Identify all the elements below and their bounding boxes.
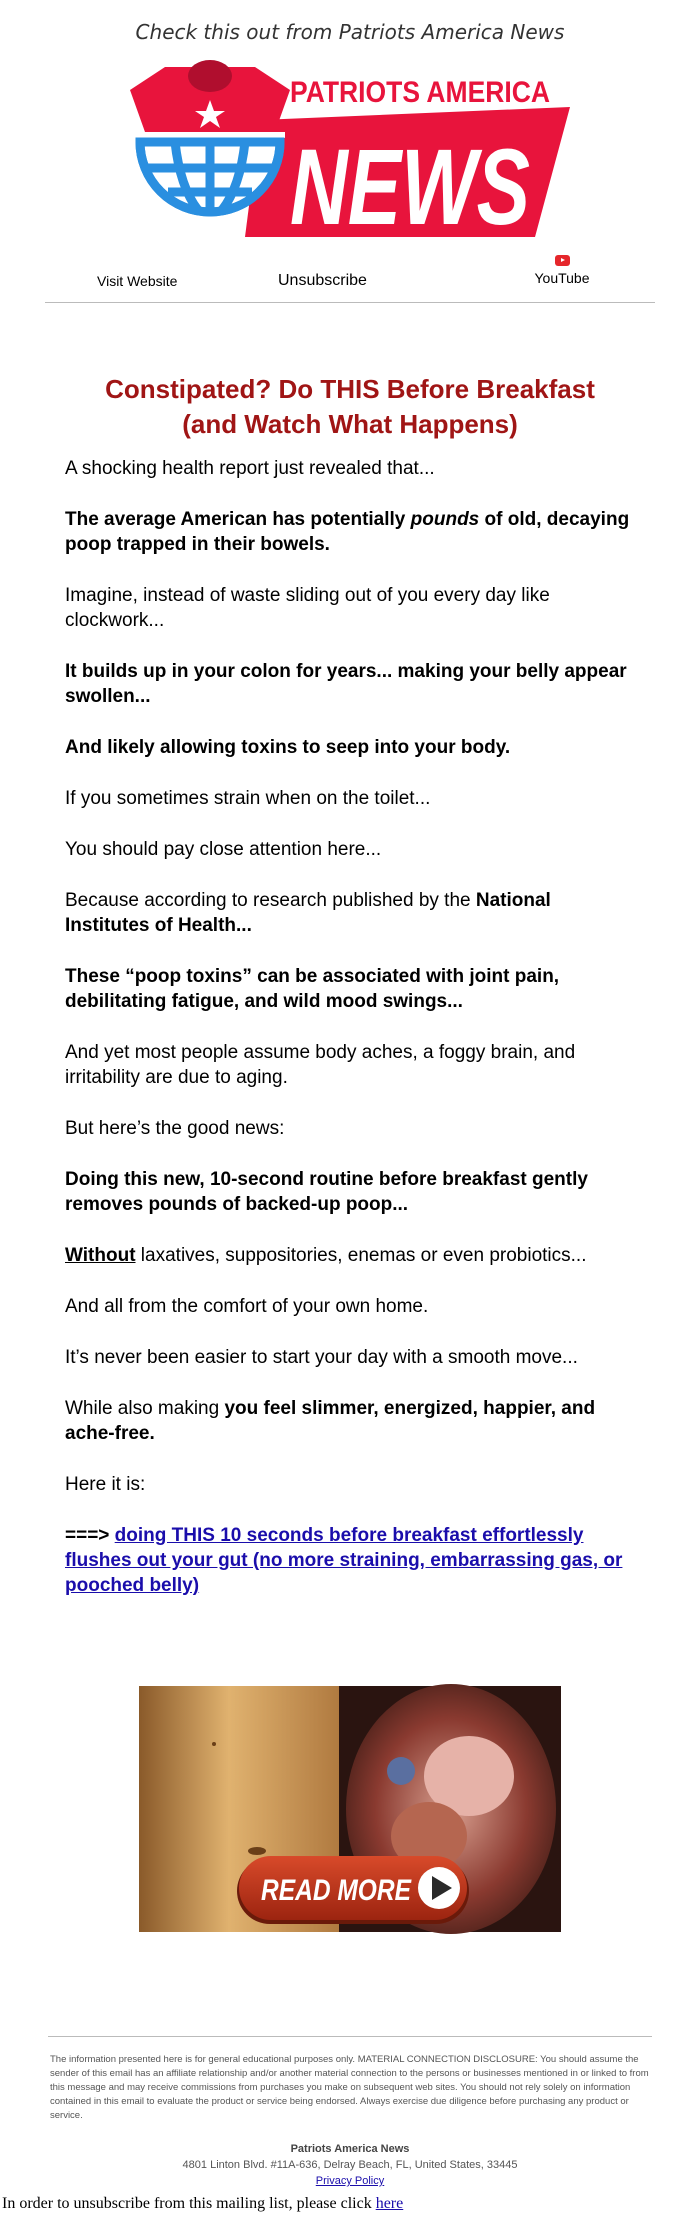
company-address: 4801 Linton Blvd. #11A-636, Delray Beach, FL, United States, 33445 bbox=[182, 2159, 518, 2171]
paragraph: Because according to research published by the National Institutes of Health... bbox=[65, 890, 551, 936]
article-headline bbox=[45, 372, 655, 442]
paragraph: Doing this new, 10-second routine before breakfast gently removes pounds of backed-up poop... bbox=[65, 1169, 588, 1215]
logo-text-news: NEWS bbox=[290, 126, 530, 247]
company-name: Patriots America News bbox=[290, 2143, 410, 2155]
cta-link[interactable]: doing THIS 10 seconds before breakfast effortlessly flushes out your gut (no more straining, embarrassing gas, or pooched belly) bbox=[65, 1525, 623, 1596]
paragraph: While also making you feel slimmer, energized, happier, and ache-free. bbox=[65, 1398, 596, 1444]
paragraph: Here it is: bbox=[65, 1474, 146, 1495]
footer-divider bbox=[48, 2036, 652, 2037]
read-more-button-label: READ MORE bbox=[261, 1874, 412, 1907]
paragraph: And likely allowing toxins to seep into your body. bbox=[65, 737, 511, 758]
paragraph: And all from the comfort of your own home. bbox=[65, 1296, 429, 1317]
cap-icon bbox=[130, 60, 290, 138]
paragraph: Without laxatives, suppositories, enemas or even probiotics... bbox=[65, 1245, 587, 1266]
paragraph: These “poop toxins” can be associated with joint pain, debilitating fatigue, and wild mood swings... bbox=[65, 966, 560, 1012]
youtube-link[interactable] bbox=[532, 255, 592, 286]
unsubscribe-link[interactable]: Unsubscribe bbox=[278, 272, 367, 289]
unsubscribe-here-link[interactable]: here bbox=[375, 2195, 404, 2212]
disclaimer-text: The information presented here is for general educational purposes only. MATERIAL CONNECTION DISCLOSURE: You should assume the sender of this email has an affiliate relationship and/or another material connection to the persons or businesses mentioned in or linked to from this message and may receive commissions from purchases you make on subsequent web sites. You should not rely solely on information contained in this email to evaluate the product or service being endorsed. Always exercise due diligence before purchasing any product or service. bbox=[50, 2054, 649, 2121]
youtube-icon bbox=[555, 255, 570, 266]
header-nav bbox=[0, 250, 700, 300]
paragraph: The average American has potentially pounds of old, decaying poop trapped in their bowels. bbox=[65, 509, 630, 555]
paragraph: It’s never been easier to start your day with a smooth move... bbox=[65, 1347, 578, 1368]
paragraph: If you sometimes strain when on the toilet... bbox=[65, 788, 431, 809]
headline-line-2: (and Watch What Happens) bbox=[182, 409, 518, 439]
paragraph: You should pay close attention here... bbox=[65, 839, 382, 860]
cta-paragraph bbox=[65, 1523, 635, 1598]
headline-line-1: Constipated? Do THIS Before Breakfast bbox=[105, 374, 595, 404]
article-content bbox=[65, 456, 635, 1624]
youtube-label: YouTube bbox=[534, 270, 590, 286]
paragraph: A shocking health report just revealed that... bbox=[65, 458, 435, 479]
unsubscribe-footer: In order to unsubscribe from this mailing list, please click here bbox=[2, 2195, 404, 2212]
cta-arrow: ===> bbox=[65, 1525, 110, 1546]
visit-website-link[interactable]: Visit Website bbox=[97, 273, 178, 289]
paragraph: And yet most people assume body aches, a foggy brain, and irritability are due to aging. bbox=[65, 1042, 576, 1088]
company-info bbox=[0, 2141, 700, 2189]
paragraph: But here’s the good news: bbox=[65, 1118, 285, 1139]
read-more-hero-image[interactable] bbox=[139, 1686, 561, 1932]
tagline: Check this out from Patriots America News bbox=[135, 20, 565, 44]
header-divider bbox=[45, 302, 655, 303]
logo-text-patriots-america: PATRIOTS AMERICA bbox=[290, 76, 550, 109]
privacy-policy-link[interactable]: Privacy Policy bbox=[315, 2175, 385, 2187]
patriots-america-news-logo[interactable] bbox=[130, 62, 570, 247]
paragraph: It builds up in your colon for years... making your belly appear swollen... bbox=[65, 661, 627, 707]
paragraph: Imagine, instead of waste sliding out of you every day like clockwork... bbox=[65, 585, 550, 631]
